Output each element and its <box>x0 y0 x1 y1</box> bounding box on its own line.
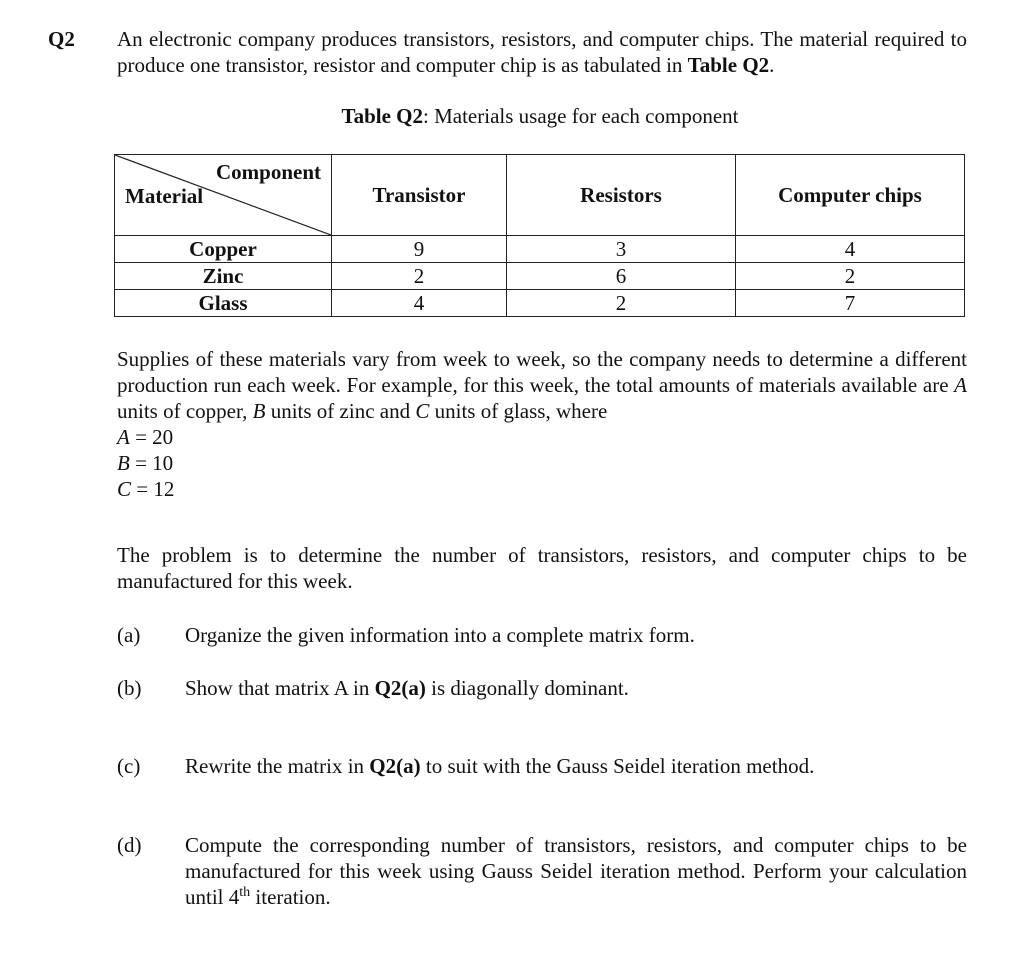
variable-values <box>117 424 174 502</box>
column-header: Computer chips <box>736 155 965 236</box>
table-cell: 9 <box>332 236 507 263</box>
supplies-text: units of copper, <box>117 399 253 423</box>
part-c-text <box>185 753 967 779</box>
part-c-label: (c) <box>117 754 141 778</box>
supplies-text: units of zinc and <box>265 399 416 423</box>
value-line <box>117 424 174 450</box>
corner-cell <box>115 155 332 236</box>
supplies-text: units of glass, where <box>429 399 608 423</box>
variable-c: C <box>415 399 430 423</box>
part-text: to suit with the Gauss Seidel iteration method. <box>420 754 815 778</box>
value-eq: = 12 <box>131 477 175 501</box>
question-number: Q2 <box>48 27 75 51</box>
materials-table <box>114 154 965 317</box>
part-text: Show that matrix A in <box>185 676 375 700</box>
superscript: th <box>239 885 251 900</box>
supplies-text: Supplies of these materials vary from week to week, so the company needs to determine a different production run each week. For example, for this week, the total amounts of materials available are <box>117 347 967 397</box>
corner-material-label: Material <box>125 184 204 208</box>
part-text: is diagonally dominant. <box>425 676 629 700</box>
variable-b: B <box>252 399 266 423</box>
part-ref: Q2(a) <box>374 676 426 700</box>
part-b-label: (b) <box>117 676 142 700</box>
caption-text: : Materials usage for each component <box>423 104 739 128</box>
problem-statement <box>117 542 967 594</box>
problem-text: The problem is to determine the number of transistors, resistors, and computer chips to be manufactured for this week. <box>117 543 967 593</box>
intro-table-ref: Table Q2 <box>687 53 770 77</box>
table-row <box>115 263 965 290</box>
material-name: Zinc <box>115 263 332 290</box>
part-a-text: Organize the given information into a complete matrix form. <box>185 623 695 647</box>
part-text: Rewrite the matrix in <box>185 754 370 778</box>
part-text: Compute the corresponding number of transistors, resistors, and computer chips to be manufactured for this week using Gauss Seidel iteration method. Perform your calculation until 4 <box>185 833 967 909</box>
value-eq: = 20 <box>129 425 174 449</box>
table-row <box>115 290 965 317</box>
value-line <box>117 476 174 502</box>
part-a-label: (a) <box>117 623 141 647</box>
table-cell: 7 <box>736 290 965 317</box>
table-cell: 2 <box>332 263 507 290</box>
supplies-paragraph <box>117 346 967 424</box>
value-var: A <box>117 425 130 449</box>
part-d-text <box>185 832 967 910</box>
part-ref: Q2(a) <box>369 754 421 778</box>
question-intro <box>117 26 967 78</box>
value-eq: = 10 <box>129 451 174 475</box>
table-cell: 2 <box>736 263 965 290</box>
part-text: iteration. <box>250 885 331 909</box>
part-b-text <box>185 675 967 701</box>
table-cell: 3 <box>507 236 736 263</box>
variable-a: A <box>954 373 967 397</box>
value-line <box>117 450 174 476</box>
material-name: Glass <box>115 290 332 317</box>
corner-component-label: Component <box>215 160 321 184</box>
table-caption <box>0 103 1024 129</box>
material-name: Copper <box>115 236 332 263</box>
table-cell: 4 <box>332 290 507 317</box>
value-var: B <box>117 451 130 475</box>
value-var: C <box>117 477 132 501</box>
intro-period: . <box>769 53 775 77</box>
table-cell: 6 <box>507 263 736 290</box>
table-row <box>115 236 965 263</box>
table-header-row <box>115 155 965 236</box>
part-d-label: (d) <box>117 833 142 857</box>
table-cell: 4 <box>736 236 965 263</box>
table-cell: 2 <box>507 290 736 317</box>
column-header: Transistor <box>332 155 507 236</box>
caption-label: Table Q2 <box>341 104 424 128</box>
column-header: Resistors <box>507 155 736 236</box>
intro-text: An electronic company produces transistors, resistors, and computer chips. The material required to produce one transistor, resistor and computer chip is as tabulated in <box>117 27 967 77</box>
